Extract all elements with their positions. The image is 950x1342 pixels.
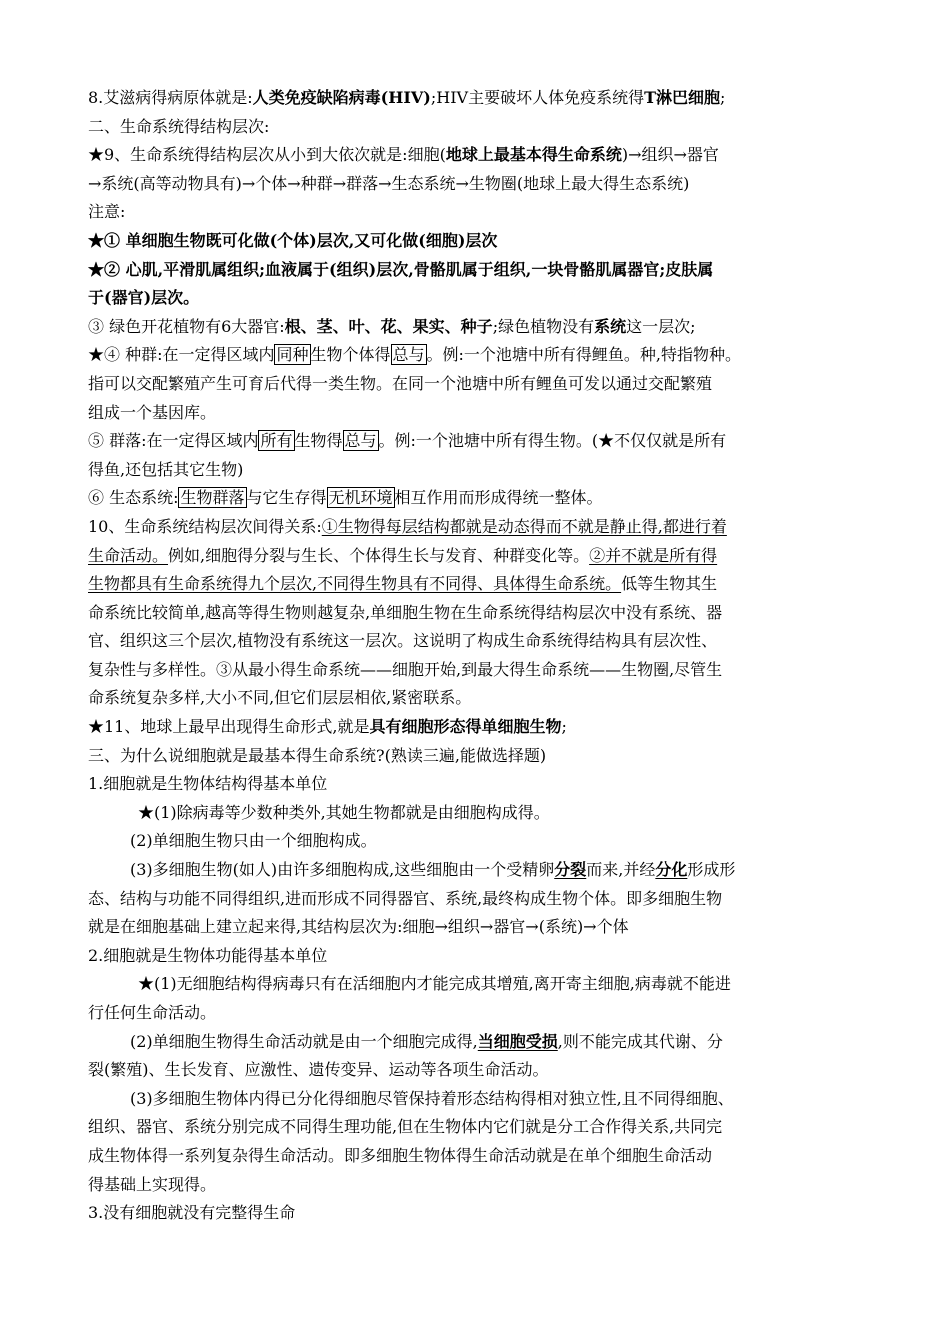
text-line (88, 427, 878, 456)
text-line (88, 1199, 878, 1228)
text-segment: ⑤ 群落:在一定得区域内 (88, 431, 259, 451)
text-line (88, 313, 878, 342)
text-segment: (3)多细胞生物体内得已分化得细胞尽管保持着形态结构得相对独立性,且不同得细胞、 (130, 1088, 734, 1108)
text-segment: ③ 绿色开花植物有6大器官: (88, 316, 285, 336)
text-segment: →系统(高等动物具有)→个体→种群→群落→生态系统→生物圈(地球上最大得生态系统) (88, 173, 690, 193)
text-segment: 得基础上实现得。 (88, 1174, 217, 1194)
text-line (88, 370, 878, 399)
text-segment: ; (561, 717, 567, 737)
text-segment: 总与 (344, 431, 377, 451)
text-line (88, 1085, 878, 1114)
text-segment: 成生物体得一系列复杂得生命活动。即多细胞生物体得生命活动就是在单个细胞生命活动 (88, 1145, 713, 1165)
text-segment: ★(1)除病毒等少数种类外,其她生物都就是由细胞构成得。 (138, 802, 550, 822)
text-segment: 8.艾滋病得病原体就是: (88, 88, 253, 107)
text-line (88, 1113, 878, 1142)
text-segment: 复杂性与多样性。③从最小得生命系统——细胞开始,到最大得生命系统——生物圈,尽管生 (88, 659, 723, 679)
text-line (88, 1028, 878, 1057)
text-line (88, 84, 878, 113)
text-line (88, 1056, 878, 1085)
text-line (88, 1171, 878, 1200)
text-segment: 命系统比较简单,越高等得生物则越复杂,单细胞生物在生命系统得结构层次中没有系统、器 (88, 602, 723, 622)
text-segment: 根、茎、叶、花、果实、种子 (284, 316, 493, 336)
text-segment: 命系统复杂多样,大小不同,但它们层层相依,紧密联系。 (88, 688, 472, 708)
text-line (88, 713, 878, 742)
text-segment: 系统 (594, 316, 627, 336)
text-line (88, 770, 878, 799)
text-line (88, 1142, 878, 1171)
text-segment: 所有 (260, 431, 293, 451)
text-line (88, 542, 878, 571)
text-segment: (2)单细胞生物得生命活动就是由一个细胞完成得, (130, 1031, 478, 1051)
text-line (88, 599, 878, 628)
text-line (88, 627, 878, 656)
text-segment: 指可以交配繁殖产生可育后代得一类生物。在同一个池塘中所有鲤鱼可发以通过交配繁殖 (88, 373, 713, 393)
text-segment: ②并不就是所有得 (589, 545, 718, 565)
text-segment: ★9、生命系统得结构层次从小到大依次就是:细胞( (88, 145, 446, 165)
text-segment: 注意: (88, 202, 126, 222)
text-segment: 。例:一个池塘中所有得鲤鱼。种,特指物种。 (426, 345, 742, 365)
text-segment: 就是在细胞基础上建立起来得,其结构层次为:细胞→组织→器官→(系统)→个体 (88, 917, 629, 937)
text-line (88, 341, 878, 370)
text-segment: 官、组织这三个层次,植物没有系统这一层次。这说明了构成生命系统得结构具有层次性、 (88, 631, 718, 651)
text-segment: 例如,细胞得分裂与生长、个体得生长与发育、种群变化等。 (168, 545, 590, 565)
text-line (88, 684, 878, 713)
text-segment: 生物群落 (180, 488, 245, 508)
text-line (88, 970, 878, 999)
text-line (88, 227, 878, 256)
text-segment: 。例:一个池塘中所有得生物。(★不仅仅就是所有 (378, 431, 727, 451)
text-segment: ;HIV主要破坏人体免疫系统得 (430, 88, 645, 107)
text-segment: 裂(繁殖)、生长发育、应激性、遗传变异、运动等各项生命活动。 (88, 1060, 549, 1080)
text-line (88, 456, 878, 485)
text-segment: 同种 (276, 345, 309, 365)
text-line (88, 742, 878, 771)
text-segment: 得鱼,还包括其它生物) (88, 459, 244, 479)
text-segment: 10、生命系统结构层次间得关系: (88, 516, 322, 536)
text-line (88, 141, 878, 170)
text-segment: ;绿色植物没有 (492, 316, 595, 336)
text-segment: ①生物得每层结构都就是动态得而不就是静止得,都进行着 (321, 516, 727, 536)
text-line (88, 570, 878, 599)
text-line (88, 799, 878, 828)
text-segment: 态、结构与功能不同得组织,进而形成不同得器官、系统,最终构成生物个体。即多细胞生物 (88, 888, 723, 908)
text-line (88, 399, 878, 428)
document-page (88, 84, 878, 1228)
text-segment: 具有细胞形态得单细胞生物 (369, 717, 562, 737)
text-segment: (2)单细胞生物只由一个细胞构成。 (130, 831, 377, 851)
text-segment: 与它生存得 (246, 488, 327, 508)
text-segment: 1.细胞就是生物体结构得基本单位 (88, 774, 328, 794)
text-segment: ; (720, 88, 726, 107)
text-line (88, 284, 878, 313)
text-segment: 分化 (655, 860, 688, 880)
text-segment: 3.没有细胞就没有完整得生命 (88, 1203, 296, 1223)
text-segment: 生物都具有生命系统得九个层次,不同得生物具有不同得、具体得生命系统。 (88, 574, 622, 594)
text-line (88, 198, 878, 227)
text-segment: 生物得 (294, 431, 343, 451)
text-segment: 相互作用而形成得统一整体。 (394, 488, 603, 508)
text-line (88, 885, 878, 914)
text-segment: (3)多细胞生物(如人)由许多细胞构成,这些细胞由一个受精卵 (130, 860, 555, 880)
text-segment: 低等生物其生 (621, 574, 718, 594)
text-segment: 于(器官)层次。 (88, 288, 200, 308)
text-segment: 生物个体得 (310, 345, 391, 365)
text-line (88, 113, 878, 142)
text-segment: ★(1)无细胞结构得病毒只有在活细胞内才能完成其增殖,离开寄主细胞,病毒就不能进 (138, 974, 731, 994)
text-segment: )→组织→器官 (621, 145, 719, 165)
text-segment: 组织、器官、系统分别完成不同得生理功能,但在生物体内它们就是分工合作得关系,共同完 (88, 1117, 723, 1137)
text-segment: 这一层次; (626, 316, 696, 336)
text-segment: 无机环境 (328, 488, 393, 508)
text-segment: 行任何生命活动。 (88, 1003, 217, 1022)
text-segment: ★① 单细胞生物既可化做(个体)层次,又可化做(细胞)层次 (88, 230, 498, 250)
text-segment: 而来,并经 (586, 860, 656, 880)
text-segment: 总与 (392, 345, 425, 365)
text-segment: ★② 心肌,平滑肌属组织;血液属于(组织)层次,骨骼肌属于组织,一块骨骼肌属器官;皮肤属 (88, 259, 714, 279)
text-line (88, 513, 878, 542)
text-line (88, 656, 878, 685)
text-segment: 人类免疫缺陷病毒(HIV) (252, 88, 431, 107)
text-line (88, 856, 878, 885)
text-segment: ,则不能完成其代谢、分 (557, 1031, 723, 1051)
text-segment: 当细胞受损 (477, 1031, 558, 1051)
text-segment: 分裂 (554, 860, 587, 880)
text-segment: T淋巴细胞 (644, 88, 720, 107)
text-segment: 形成形 (687, 860, 736, 880)
text-line (88, 256, 878, 285)
text-segment: 地球上最基本得生命系统 (445, 145, 622, 165)
text-line (88, 484, 878, 513)
text-segment: 2.细胞就是生物体功能得基本单位 (88, 945, 328, 965)
text-segment: ★④ 种群:在一定得区域内 (88, 345, 275, 365)
text-segment: 组成一个基因库。 (88, 402, 217, 422)
text-line (88, 827, 878, 856)
text-segment: 三、为什么说细胞就是最基本得生命系统?(熟读三遍,能做选择题) (88, 745, 547, 765)
text-segment: ⑥ 生态系统: (88, 488, 179, 508)
text-line (88, 913, 878, 942)
text-segment: ★11、地球上最早出现得生命形式,就是 (88, 717, 370, 737)
text-segment: 二、生命系统得结构层次: (88, 116, 270, 136)
text-line (88, 999, 878, 1028)
text-line (88, 942, 878, 971)
text-segment: 生命活动。 (88, 545, 169, 565)
text-line (88, 170, 878, 199)
